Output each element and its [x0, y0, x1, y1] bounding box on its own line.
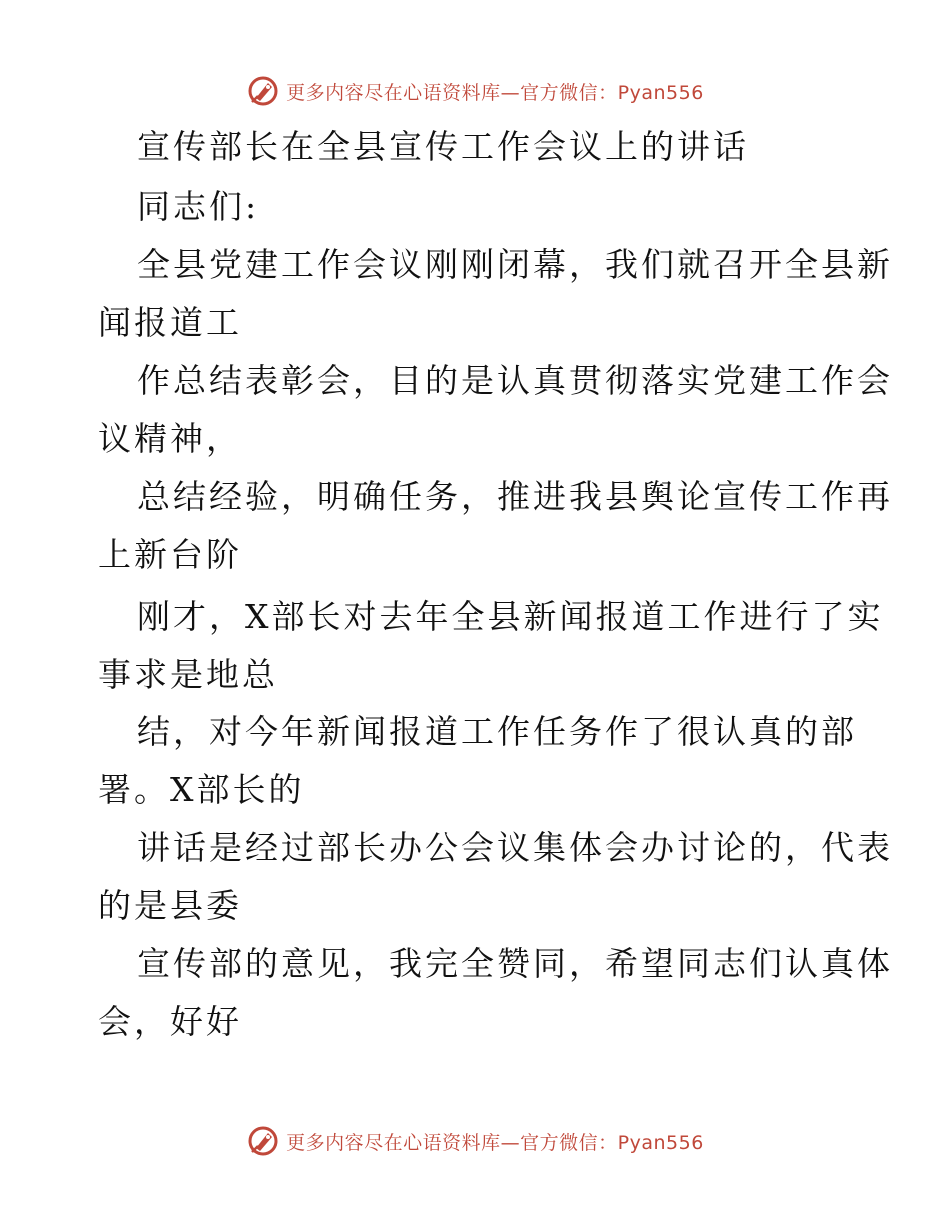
- paragraph-line: 刚才，X部长对去年全县新闻报道工作进行了实: [137, 597, 884, 636]
- paragraph-line: 闻报道工: [98, 303, 242, 342]
- paragraph-line: 总结经验，明确任务，推进我县舆论宣传工作再: [137, 477, 893, 516]
- pen-nib-icon: [246, 1124, 280, 1158]
- paragraph-line: 署。X部长的: [98, 770, 305, 809]
- paragraph-line: 议精神，: [98, 419, 242, 458]
- footer-watermark: [0, 1121, 950, 1161]
- salutation: 同志们:: [137, 187, 260, 226]
- paragraph-line: 作总结表彰会，目的是认真贯彻落实党建工作会: [137, 361, 893, 400]
- watermark-text: 更多内容尽在心语资料库—官方微信：Pyan556: [286, 1131, 704, 1154]
- paragraph-line: 上新台阶: [98, 535, 242, 574]
- paragraph-line: 宣传部的意见，我完全赞同，希望同志们认真体: [137, 944, 893, 983]
- document-title: 宣传部长在全县宣传工作会议上的讲话: [137, 127, 749, 166]
- paragraph-line: 结，对今年新闻报道工作任务作了很认真的部: [137, 712, 857, 751]
- paragraph-line: 讲话是经过部长办公会议集体会办讨论的，代表: [137, 828, 893, 867]
- paragraph-line: 事求是地总: [98, 655, 278, 694]
- paragraph-line: 会，好好: [98, 1002, 242, 1041]
- pen-nib-icon: [246, 74, 280, 108]
- watermark-text: 更多内容尽在心语资料库—官方微信：Pyan556: [286, 81, 704, 104]
- header-watermark: [0, 71, 950, 111]
- paragraph-line: 全县党建工作会议刚刚闭幕，我们就召开全县新: [137, 245, 893, 284]
- paragraph-line: 的是县委: [98, 886, 242, 925]
